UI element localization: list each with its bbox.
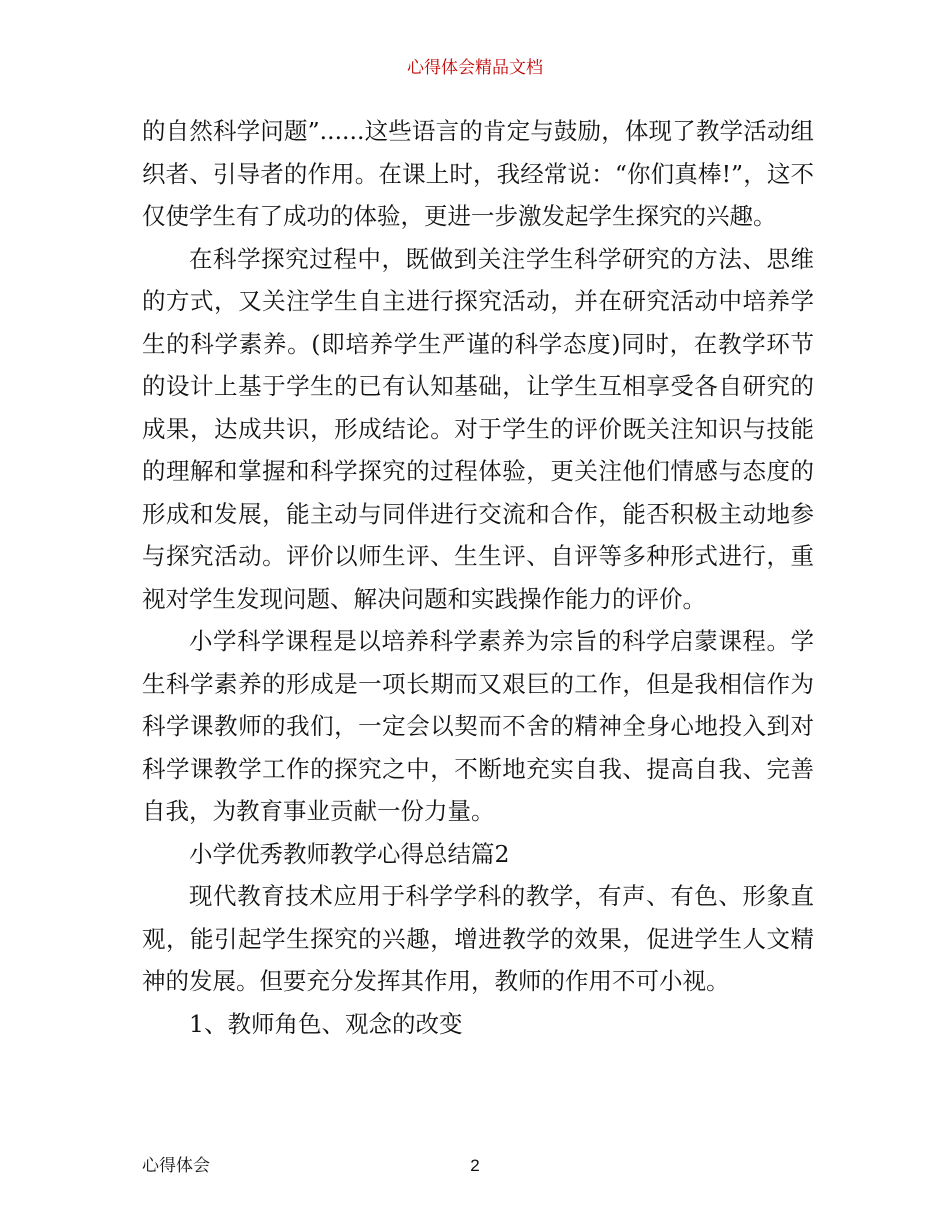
- section-heading: 小学优秀教师教学心得总结篇2: [189, 839, 510, 868]
- page-number: 2: [470, 1156, 480, 1175]
- subheading-teacher-role: 1、教师角色、观念的改变: [189, 1009, 463, 1038]
- paragraph-science-inquiry: 在科学探究过程中，既做到关注学生科学研究的方法、思维的方式，又关注学生自主进行探究活动，并在研究活动中培养学生的科学素养。(即培养学生严谨的科学态度)同时，在教学环节的设计上基于学生的已有认知基础，让学生互相享受各自研究的成果，达成共识，形成结论。对于学生的评价既关注知识与技能的理解和掌握和科学探究的过程体验，更关注他们情感与态度的形成和发展，能主动与同伴进行交流和合作，能否积极主动地参与探究活动。评价以师生评、生生评、自评等多种形式进行，重视对学生发现问题、解决问题和实践操作能力的评价。: [142, 244, 814, 613]
- footer-label: 心得体会: [142, 1156, 210, 1176]
- paragraph-education-technology: 现代教育技术应用于科学学科的教学，有声、有色、形象直观，能引起学生探究的兴趣，增进教学的效果，促进学生人文精神的发展。但要充分发挥其作用，教师的作用不可小视。: [142, 882, 814, 995]
- paragraph-science-curriculum: 小学科学课程是以培养科学素养为宗旨的科学启蒙课程。学生科学素养的形成是一项长期而又艰巨的工作，但是我相信作为科学课教师的我们，一定会以契而不舍的精神全身心地投入到对科学课教学工作的探究之中，不断地充实自我、提高自我、完善自我，为教育事业贡献一份力量。: [142, 627, 814, 825]
- page-header-title: 心得体会精品文档: [407, 58, 543, 78]
- paragraph-continuation: 的自然科学问题”......这些语言的肯定与鼓励，体现了教学活动组织者、引导者的作用。在课上时，我经常说：“你们真棒!”，这不仅使学生有了成功的体验，更进一步激发起学生探究的兴趣。: [142, 117, 814, 230]
- document-body: [142, 110, 814, 1045]
